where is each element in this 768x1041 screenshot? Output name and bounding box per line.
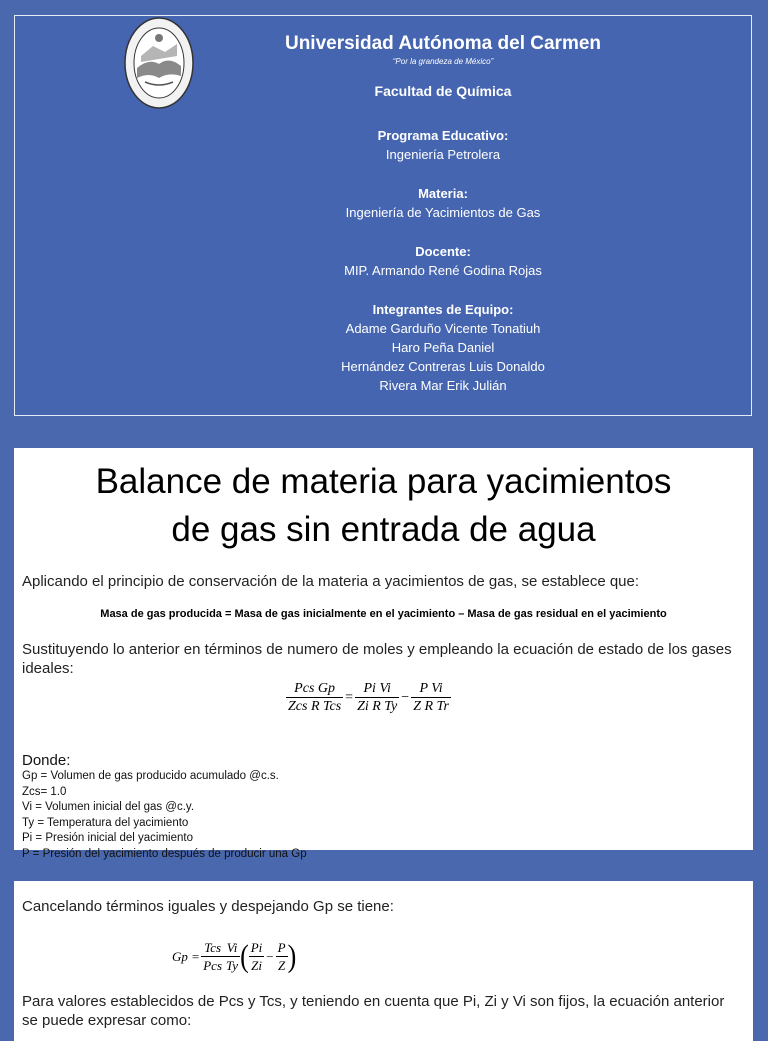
definition-item: Gp = Volumen de gas producido acumulado @c.s. [22, 770, 279, 782]
equation-denominator: Pcs [203, 958, 223, 973]
program-value: Ingeniería Petrolera [385, 147, 501, 162]
equation-denominator: Z R Tr [413, 699, 449, 714]
slide-title [14, 458, 753, 554]
equation-term [411, 680, 451, 715]
equation-denominator: Zcs R Tcs [288, 699, 342, 714]
definition-item: Vi = Volumen inicial del gas @c.y. [22, 801, 195, 813]
minus-sign: − [266, 948, 274, 964]
equation-term [286, 680, 343, 715]
subject-block [135, 184, 751, 222]
equation-term [224, 939, 240, 974]
substitution-text: Sustituyendo lo anterior en términos de numero de moles y empleando la ecuación de estado de los gases ideales: [22, 641, 732, 677]
definition-item: Ty = Temperatura del yacimiento [22, 816, 189, 829]
intro-text: Aplicando el principio de conservación de la materia a yacimientos de gas, se establece que: [22, 573, 640, 590]
equation-denominator: Z [278, 958, 286, 973]
equation-term [249, 939, 265, 974]
equation-term [276, 939, 288, 974]
equation-numerator: Vi [224, 939, 240, 957]
equation-lhs: Gp [172, 948, 188, 964]
slide-title-line: de gas sin entrada de agua [171, 510, 596, 549]
equation-term [201, 939, 224, 974]
left-parenthesis: ( [240, 938, 249, 974]
equation-numerator: Pi Vi [355, 680, 399, 698]
equation-numerator: Pcs Gp [286, 680, 343, 698]
definition-item: Pi = Presión inicial del yacimiento [22, 832, 193, 844]
equation-denominator: Ty [226, 958, 239, 973]
faculty-name: Facultad de Química [374, 83, 512, 99]
subject-label: Materia: [418, 186, 468, 201]
team-block [135, 300, 751, 395]
definitions-list [22, 752, 307, 862]
teacher-value: MIP. Armando René Godina Rojas [344, 263, 542, 278]
equation-numerator: P [277, 940, 286, 955]
team-member: Haro Peña Daniel [391, 340, 495, 355]
gp-equation [170, 939, 296, 974]
teacher-block [135, 242, 751, 280]
equation-denominator: Zi [251, 958, 262, 973]
program-block [135, 126, 751, 164]
ideal-gas-equation [286, 680, 451, 715]
equals-sign: = [191, 948, 200, 964]
program-label: Programa Educativo: [377, 128, 509, 143]
team-member: Adame Garduño Vicente Tonatiuh [345, 321, 541, 336]
right-parenthesis: ) [287, 938, 297, 974]
minus-sign: − [401, 689, 410, 705]
university-name: Universidad Autónoma del Carmen [284, 33, 602, 54]
equation-term [355, 680, 399, 715]
mass-balance-statement: Masa de gas producida = Masa de gas inicialmente en el yacimiento – Masa de gas residual en el yacimiento [100, 608, 667, 620]
equation-numerator: Tcs [201, 939, 224, 957]
equation-numerator: Pi [250, 940, 263, 955]
team-member: Hernández Contreras Luis Donaldo [341, 359, 545, 374]
equals-sign: = [345, 689, 354, 705]
team-member: Rivera Mar Erik Julián [379, 378, 507, 393]
subject-value: Ingeniería de Yacimientos de Gas [345, 205, 541, 220]
equation-denominator: Zi R Ty [357, 699, 398, 714]
team-label: Integrantes de Equipo: [372, 302, 514, 317]
definition-item: Zcs= 1.0 [22, 785, 67, 798]
mass-balance-slide [14, 448, 753, 860]
university-motto: “Por la grandeza de México” [392, 57, 494, 66]
equation-numerator: P Vi [411, 680, 451, 698]
donde-label: Donde: [22, 752, 71, 769]
gp-derivation-slide [14, 881, 753, 1041]
definition-item: P = Presión del yacimiento después de producir una Gp [22, 847, 307, 860]
teacher-label: Docente: [415, 244, 471, 259]
derivation-text: Para valores establecidos de Pcs y Tcs, y teniendo en cuenta que Pi, Zi y Vi son fijos, la ecuación anterior se puede expresar como: [22, 993, 725, 1029]
cover-slide [14, 15, 752, 416]
slide-title-line: Balance de materia para yacimientos [95, 462, 672, 501]
derivation-intro: Cancelando términos iguales y despejando Gp se tiene: [22, 898, 394, 915]
